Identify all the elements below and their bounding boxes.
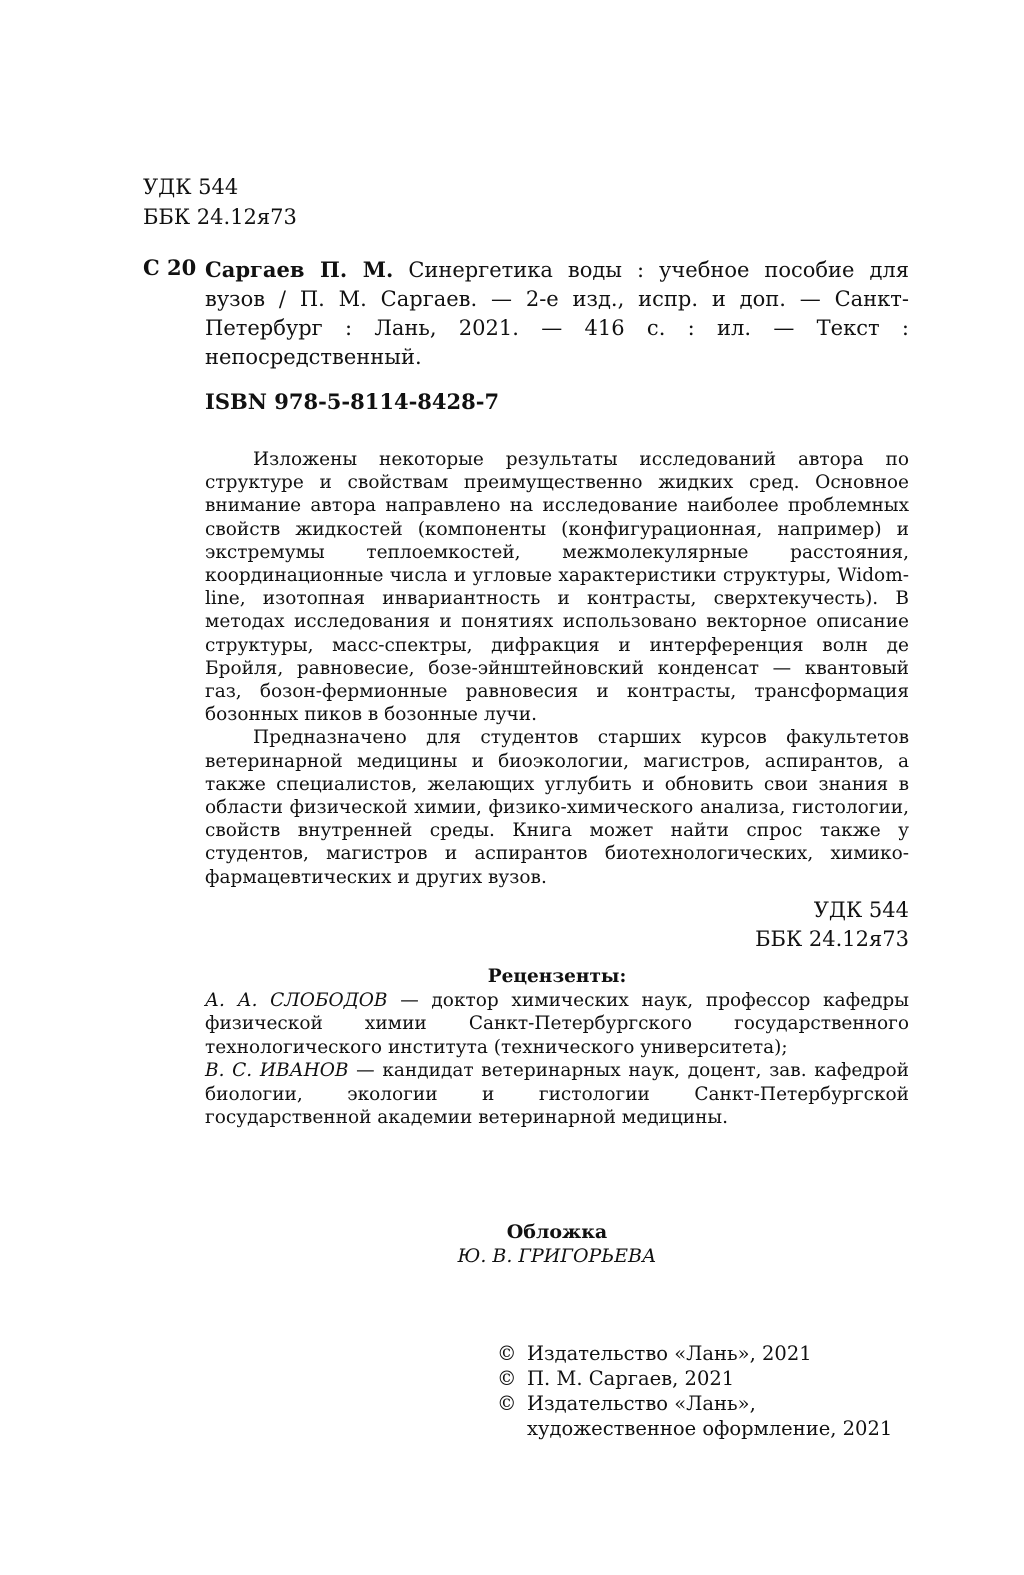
copyright-icon: © xyxy=(497,1367,517,1390)
reviewer-1-details: — доктор химических наук, профессор кафедры физической химии Санкт-Петербургского государственного технологического института (технического университета); xyxy=(205,989,909,1058)
reviewer-1-name: А. А. СЛОБОДОВ xyxy=(205,989,388,1011)
copyright-text-3: Издательство «Лань», xyxy=(527,1392,756,1415)
copyright-icon: © xyxy=(497,1392,517,1415)
classification-block-top xyxy=(143,172,297,232)
copyright-block xyxy=(497,1341,892,1441)
author-name: Саргаев П. М. xyxy=(205,257,394,282)
reviewer-2 xyxy=(205,1059,909,1130)
reviewers-block xyxy=(205,965,909,1130)
cover-designer: Ю. В. ГРИГОРЬЕВА xyxy=(457,1245,657,1267)
isbn: ISBN 978-5-8114-8428-7 xyxy=(205,389,500,414)
bibliographic-record xyxy=(205,255,909,372)
reviewer-2-name: В. С. ИВАНОВ xyxy=(205,1060,349,1081)
bibliographic-description: Синергетика воды : учебное пособие для вузов / П. М. Саргаев. — 2-е изд., испр. и доп. — Санкт-Петербург : Лань, 2021. — 416 с. : ил. — Текст : непосредственный. xyxy=(205,258,909,369)
udk-code-bottom: УДК 544 xyxy=(813,898,909,922)
copyright-line-3 xyxy=(497,1391,892,1416)
cover-credit xyxy=(205,1220,909,1268)
reviewer-1 xyxy=(205,989,909,1060)
classification-block-bottom xyxy=(755,896,909,954)
bbk-code-bottom: ББК 24.12я73 xyxy=(755,927,909,951)
abstract-paragraph-2: Предназначено для студентов старших курсов факультетов ветеринарной медицины и биоэкологии, магистров, аспирантов, а также специалистов, желающих углубить и обновить свои знания в области физической химии, физико-химического анализа, гистологии, свойств внутренней среды. Книга может найти спрос также у студентов, магистров и аспирантов биотехнологических, химико-фармацевтических и других вузов. xyxy=(205,727,909,888)
copyright-text-1: Издательство «Лань», 2021 xyxy=(527,1342,812,1365)
udk-code: УДК 544 xyxy=(143,175,239,199)
abstract-paragraph-1: Изложены некоторые результаты исследований автора по структуре и свойствам преимущественно жидких сред. Основное внимание автора направлено на исследование наиболее проблемных свойств жидкостей (компоненты (конфигурационная, например) и экстремумы теплоемкостей, межмолекулярные расстояния, координационные числа и угловые характеристики структуры, Widom-line, изотопная инвариантность и контрасты, сверхтекучесть). В методах исследования и понятиях использовано векторное описание структуры, масс-спектры, дифракция и интерференция волн де Бройля, равновесие, бозе-эйнштейновский конденсат — квантовый газ, бозон-фермионные равновесия и контрасты, трансформация бозонных пиков в бозонные лучи. xyxy=(205,449,909,726)
copyright-icon: © xyxy=(497,1342,517,1365)
copyright-text-2: П. М. Саргаев, 2021 xyxy=(527,1367,735,1390)
cover-heading: Обложка xyxy=(506,1221,608,1243)
copyright-line-1 xyxy=(497,1341,892,1366)
bbk-code: ББК 24.12я73 xyxy=(143,205,297,229)
abstract xyxy=(205,448,909,889)
reviewer-2-details: — кандидат ветеринарных наук, доцент, зав. кафедрой биологии, экологии и гистологии Санкт-Петербургской государственной академии ветеринарной медицины. xyxy=(205,1060,909,1128)
copyright-line-2 xyxy=(497,1366,892,1391)
author-mark: С 20 xyxy=(143,255,197,280)
copyright-text-3-continued: художественное оформление, 2021 xyxy=(527,1417,893,1440)
reviewers-heading: Рецензенты: xyxy=(487,966,627,987)
